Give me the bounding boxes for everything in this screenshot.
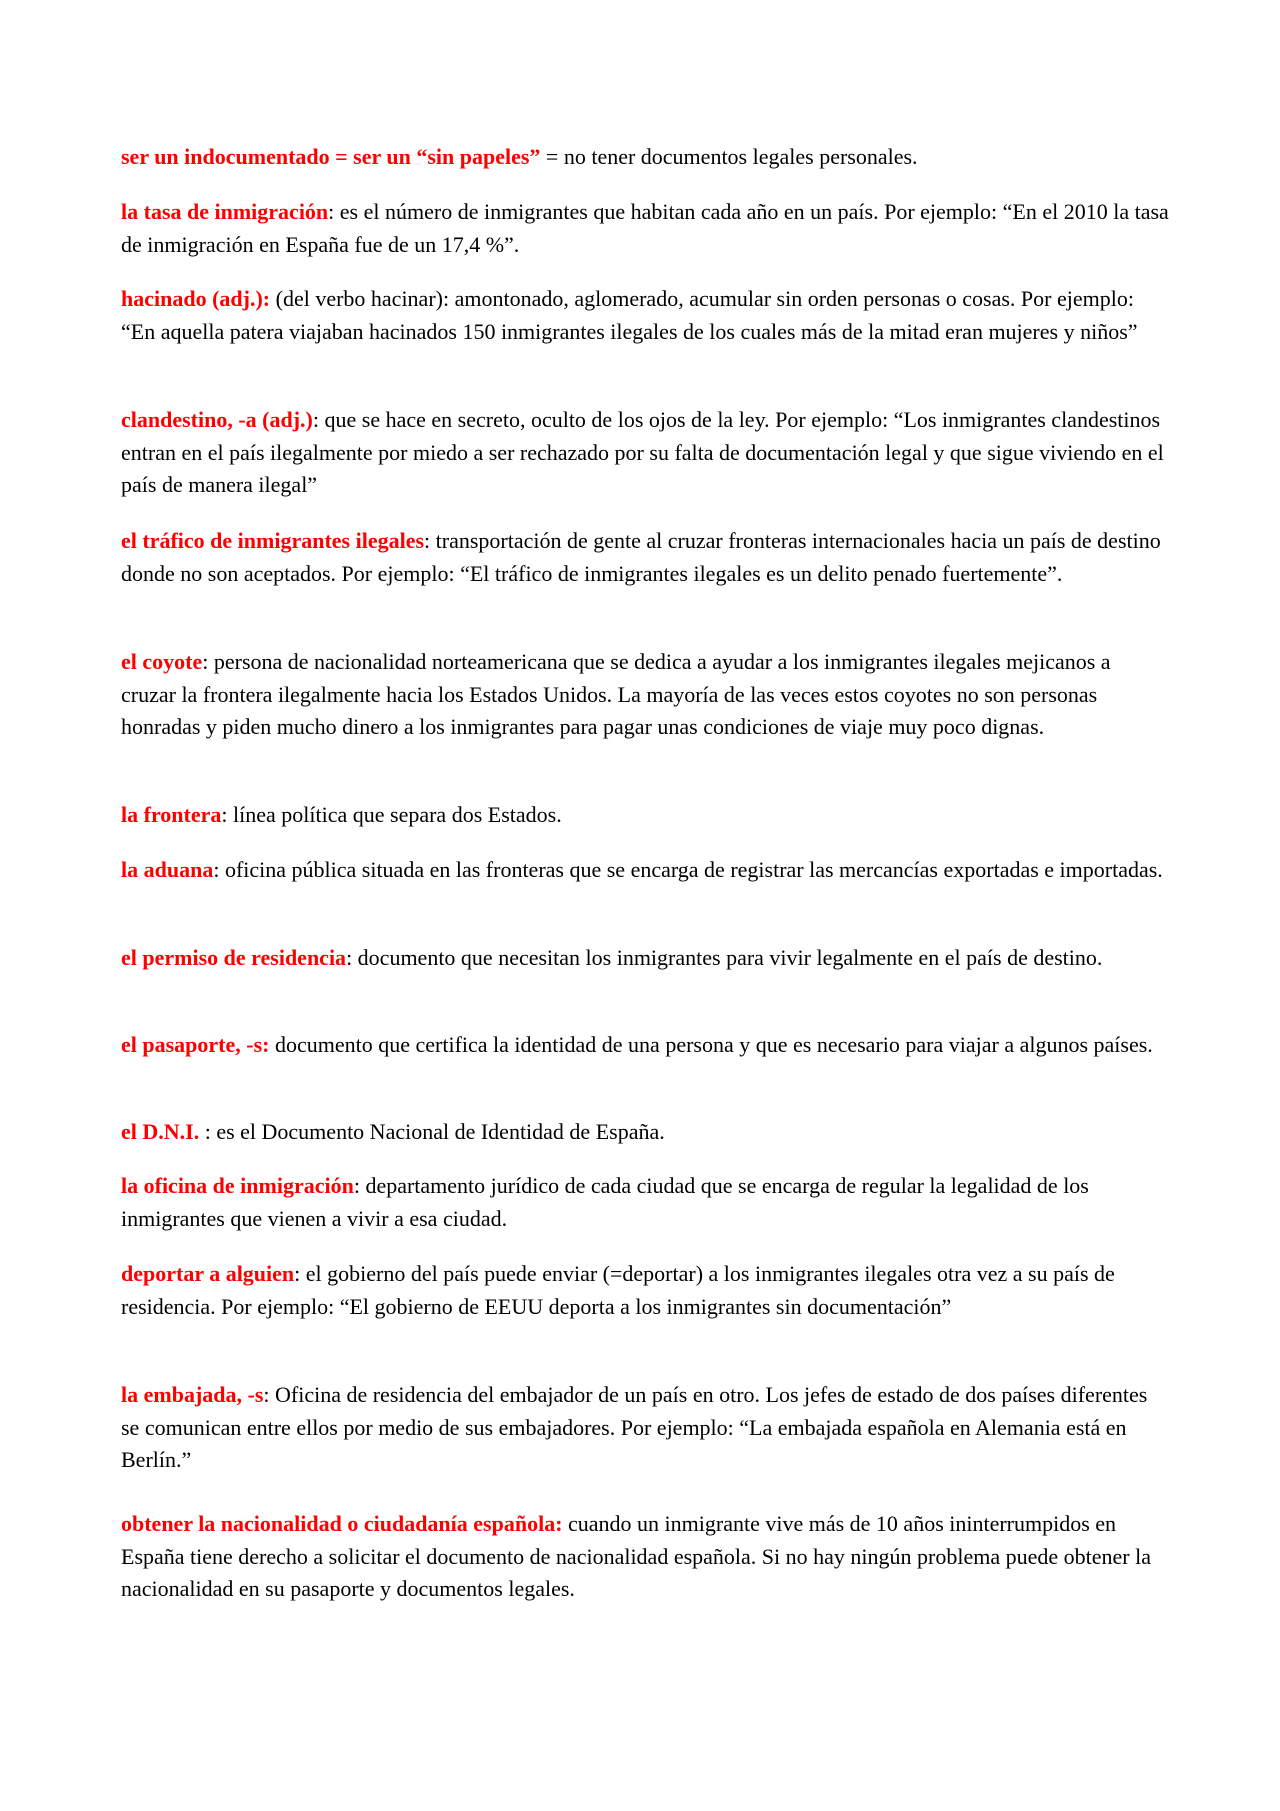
glossary-entry xyxy=(121,1116,1171,1149)
entry-term: la frontera xyxy=(121,802,222,827)
entry-definition: cuando un inmigrante vive más de 10 años ininterrumpidos en España tiene derecho a solicitar el documento de nacionalidad española. Si no hay ningún problema puede obtener la nacionalidad en su pasaporte y documentos legales. xyxy=(121,1511,1151,1601)
glossary-entry xyxy=(121,404,1171,502)
entry-term: la oficina de inmigración xyxy=(121,1173,354,1198)
glossary-entry xyxy=(121,283,1171,348)
entry-definition: : es el Documento Nacional de Identidad de España. xyxy=(199,1119,665,1144)
entry-term: la aduana xyxy=(121,857,214,882)
entry-definition: : es el número de inmigrantes que habitan cada año en un país. Por ejemplo: “En el 2010 la tasa de inmigración en España fue de un 17,4 %”. xyxy=(121,199,1169,257)
glossary-entry xyxy=(121,1170,1171,1235)
entry-definition: documento que certifica la identidad de una persona y que es necesario para viajar a algunos países. xyxy=(269,1032,1153,1057)
entry-definition: : documento que necesitan los inmigrantes para vivir legalmente en el país de destino. xyxy=(346,945,1103,970)
glossary-entry xyxy=(121,525,1171,590)
entry-term: clandestino, -a (adj.) xyxy=(121,407,313,432)
glossary-entry xyxy=(121,1379,1171,1477)
entry-definition: : que se hace en secreto, oculto de los ojos de la ley. Por ejemplo: “Los inmigrantes clandestinos entran en el país ilegalmente por miedo a ser rechazado por su falta de documentación legal y que sigue viviendo en el país de manera ilegal” xyxy=(121,407,1164,497)
glossary-entry xyxy=(121,799,1171,832)
entry-term: la tasa de inmigración xyxy=(121,199,329,224)
entry-definition: : el gobierno del país puede enviar (=deportar) a los inmigrantes ilegales otra vez a su país de residencia. Por ejemplo: “El gobierno de EEUU deporta a los inmigrantes sin documentación” xyxy=(121,1261,1115,1319)
glossary-entry xyxy=(121,854,1171,887)
glossary-entry xyxy=(121,646,1171,744)
entry-term: el tráfico de inmigrantes ilegales xyxy=(121,528,425,553)
glossary-entry xyxy=(121,1258,1171,1323)
entry-term: hacinado (adj.): xyxy=(121,286,271,311)
entry-term: el pasaporte, -s: xyxy=(121,1032,270,1057)
entry-definition: : oficina pública situada en las fronteras que se encarga de registrar las mercancías exportadas e importadas. xyxy=(213,857,1163,882)
entry-definition: : departamento jurídico de cada ciudad que se encarga de regular la legalidad de los inmigrantes que vienen a vivir a esa ciudad. xyxy=(121,1173,1089,1231)
entry-term: obtener la nacionalidad o ciudadanía española: xyxy=(121,1511,563,1536)
entry-term: la embajada, -s xyxy=(121,1382,264,1407)
entry-definition: : transportación de gente al cruzar fronteras internacionales hacia un país de destino donde no son aceptados. Por ejemplo: “El tráfico de inmigrantes ilegales es un delito penado fuertemente”. xyxy=(121,528,1161,586)
entry-definition: (del verbo hacinar): amontonado, aglomerado, acumular sin orden personas o cosas. Por ejemplo: “En aquella patera viajaban hacinados 150 inmigrantes ilegales de los cuales más de la mitad eran mujeres y niños” xyxy=(121,286,1138,344)
entry-term: deportar a alguien xyxy=(121,1261,295,1286)
glossary-entry xyxy=(121,942,1171,975)
entry-term: el D.N.I. xyxy=(121,1119,200,1144)
glossary-entry xyxy=(121,1029,1171,1062)
entry-definition: : línea política que separa dos Estados. xyxy=(221,802,562,827)
entry-term: el permiso de residencia xyxy=(121,945,347,970)
entry-definition: : persona de nacionalidad norteamericana que se dedica a ayudar a los inmigrantes ilegales mejicanos a cruzar la frontera ilegalmente hacia los Estados Unidos. La mayoría de las veces estos coyotes no son personas honradas y piden mucho dinero a los inmigrantes para pagar unas condiciones de viaje muy poco dignas. xyxy=(121,649,1111,739)
entry-definition: : Oficina de residencia del embajador de un país en otro. Los jefes de estado de dos países diferentes se comunican entre ellos por medio de sus embajadores. Por ejemplo: “La embajada española en Alemania está en Berlín.” xyxy=(121,1382,1148,1472)
glossary-entry xyxy=(121,196,1171,261)
glossary-entry xyxy=(121,1508,1171,1606)
entry-term: ser un indocumentado = ser un “sin papeles” xyxy=(121,144,541,169)
glossary-entry xyxy=(121,141,1171,174)
entry-definition: = no tener documentos legales personales. xyxy=(540,144,918,169)
entry-term: el coyote xyxy=(121,649,203,674)
